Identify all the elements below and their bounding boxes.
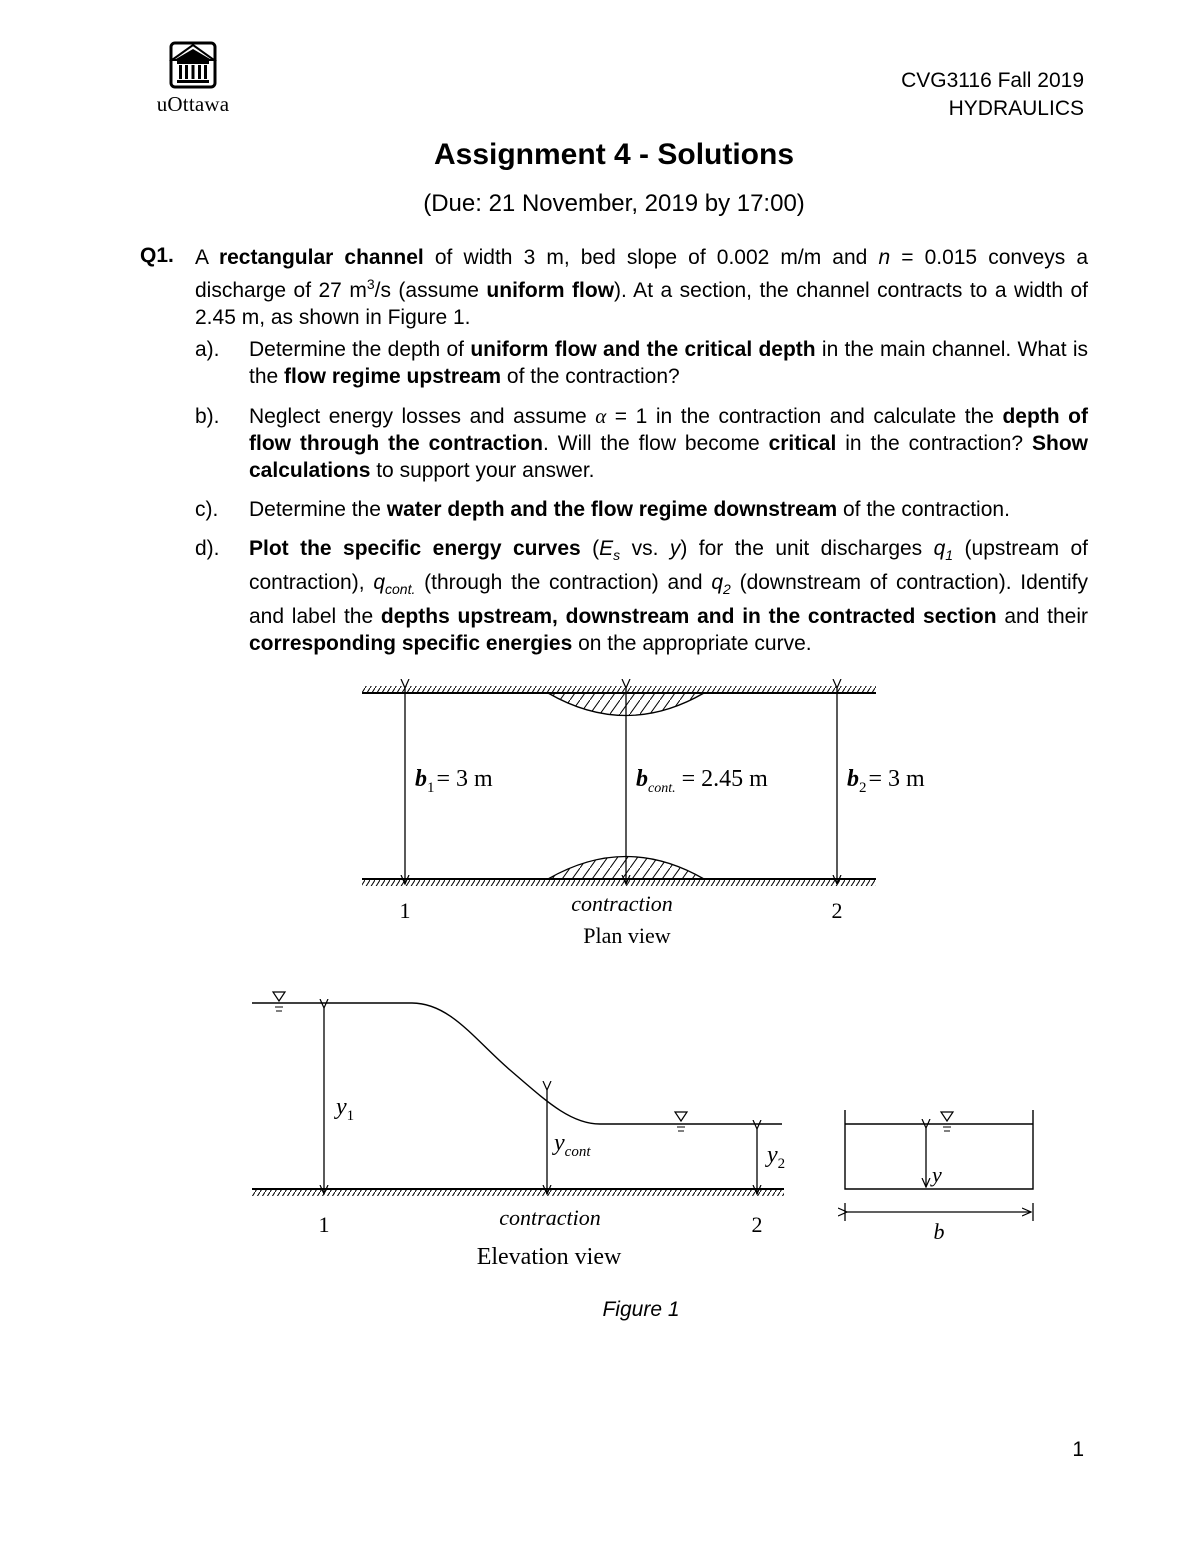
y1-label: $y_1$ xyxy=(336,1094,355,1124)
cross-section xyxy=(845,1110,1033,1244)
part-b-text: Neglect energy losses and assume α = 1 in the contraction and calculate the depth of flow through the contraction. Will the flow become critical in the contraction? Show calculations to support your answer. xyxy=(249,404,1089,482)
part-a-label: a). xyxy=(195,338,220,361)
section-b-label: b xyxy=(933,1219,945,1244)
plan-top-bank-hatch xyxy=(362,686,876,693)
part-d-text: Plot the specific energy curves ($E_s$ vs. y) for the unit discharges $q_1$ (upstream of contraction), $q_{cont.}$ (through the contraction) and $q_2$ (downstream of contraction). Identify and label the depths upstream, downstream and in the contracted section and their corresponding specific energies on the appropriate curve. xyxy=(249,537,1089,656)
elevation-view xyxy=(252,992,785,1270)
ycont-label: $y_{cont}$ xyxy=(554,1130,591,1160)
part-c-label: c). xyxy=(195,498,219,521)
water-level-symbol-2 xyxy=(675,1112,687,1131)
section-y-label: y xyxy=(932,1162,942,1187)
elevation-caption: Elevation view xyxy=(476,1244,622,1270)
plan-view xyxy=(362,686,925,948)
plan-bottom-bank-hatch xyxy=(362,879,876,886)
elev-section-1: 1 xyxy=(318,1212,330,1237)
page-title: Assignment 4 - Solutions xyxy=(433,138,795,171)
course-code: CVG3116 Fall 2019 xyxy=(901,69,1084,92)
part-d-label: d). xyxy=(195,537,220,560)
page-number: 1 xyxy=(1072,1438,1084,1461)
plan-section-1: 1 xyxy=(399,898,411,923)
water-surface-profile xyxy=(252,1003,782,1124)
logo-text: uOttawa xyxy=(156,92,230,116)
part-a-text: Determine the depth of uniform flow and the critical depth in the main channel. What is the flow regime upstream of the contraction? xyxy=(249,338,1089,388)
y2-label: $y_2$ xyxy=(767,1142,786,1172)
plan-contraction-label: contraction xyxy=(571,891,673,916)
plan-b1-label: $b_1= 3$ m xyxy=(415,766,493,796)
course-name: HYDRAULICS xyxy=(948,97,1084,120)
part-c-text: Determine the water depth and the flow regime downstream of the contraction. xyxy=(249,498,1010,521)
water-level-symbol-1 xyxy=(273,992,285,1011)
water-level-symbol-3 xyxy=(941,1112,953,1131)
plan-bcont-label: $b_{cont.} = 2.45$ m xyxy=(636,766,768,796)
part-b-label: b). xyxy=(195,405,220,428)
question-label: Q1. xyxy=(140,244,174,267)
figure-caption: Figure 1 xyxy=(602,1298,680,1321)
due-date: (Due: 21 November, 2019 by 17:00) xyxy=(423,190,805,217)
channel-bed-hatch xyxy=(252,1189,784,1196)
elev-contraction-label: contraction xyxy=(499,1205,601,1230)
plan-section-2: 2 xyxy=(831,898,843,923)
plan-caption: Plan view xyxy=(583,923,671,948)
elev-section-2: 2 xyxy=(751,1212,763,1237)
plan-b2-label: $b_2= 3$ m xyxy=(847,766,925,796)
question-text: A rectangular channel of width 3 m, bed slope of 0.002 m/m and n = 0.015 conveys a discharge of 27 $m^3/s$ (assume uniform flow). At a section, the channel contracts to a width of 2.45 m, as shown in Figure 1. xyxy=(195,246,1089,329)
